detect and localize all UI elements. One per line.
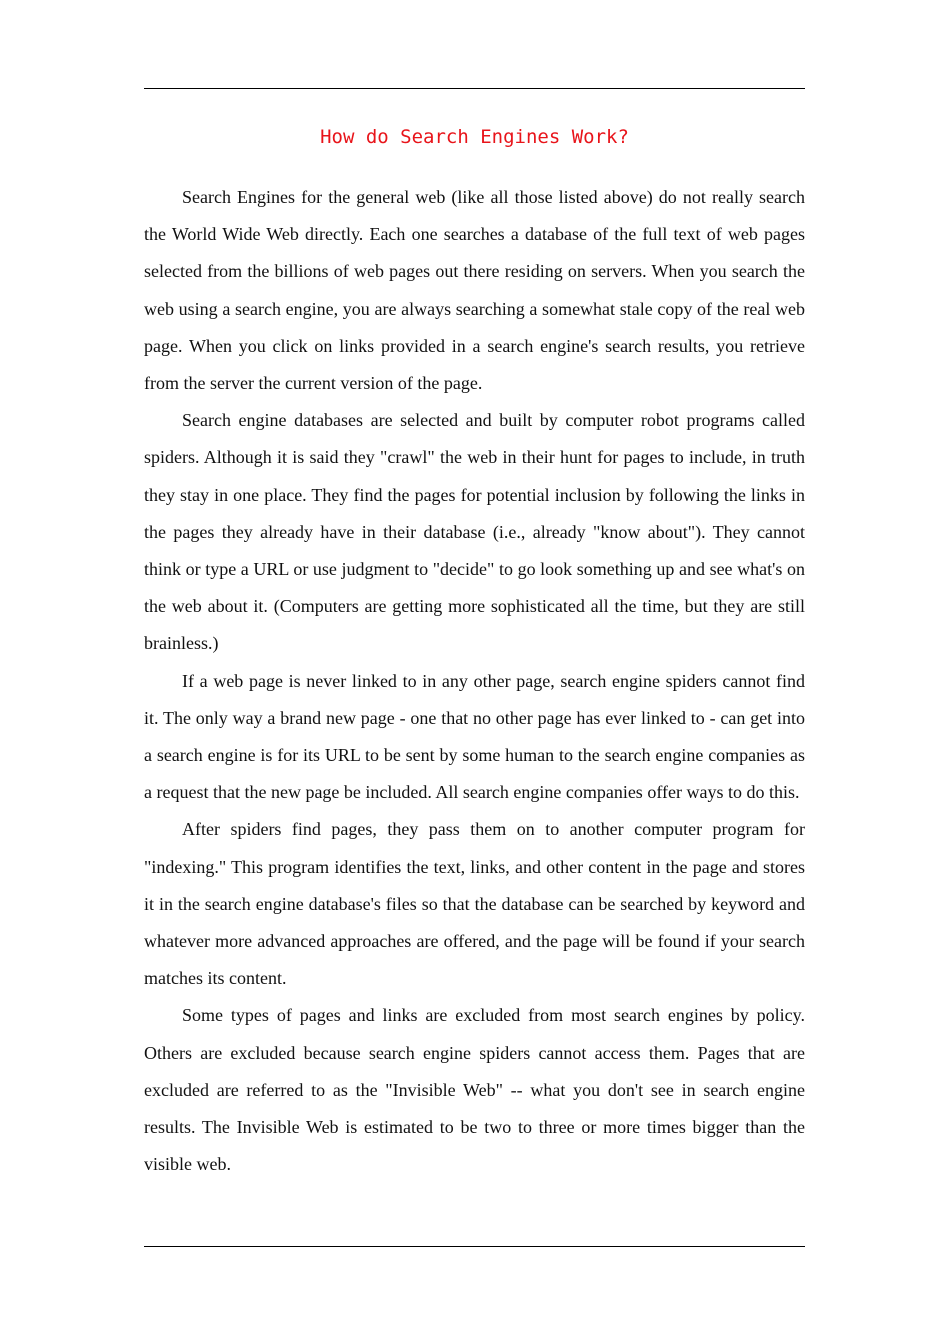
document-page xyxy=(144,0,805,1344)
paragraph-1: Search Engines for the general web (like all those listed above) do not really search the World Wide Web directly. Each one searches a database of the full text of web pages selected from the billions of web pages out there residing on servers. When you search the web using a search engine, you are always searching a somewhat stale copy of the real web page. When you click on links provided in a search engine's search results, you retrieve from the server the current version of the page. xyxy=(144,187,805,394)
top-rule xyxy=(144,88,805,89)
paragraph-3: If a web page is never linked to in any other page, search engine spiders cannot find it. The only way a brand new page - one that no other page has ever linked to - can get into a search engine is for its URL to be sent by some human to the search engine companies as a request that the new page be included. All search engine companies offer ways to do this. xyxy=(144,670,805,803)
paragraph-5: Some types of pages and links are excluded from most search engines by policy. Others are excluded because search engine spiders cannot access them. Pages that are excluded are referred to as the "Invisible Web" -- what you don't see in search engine results. The Invisible Web is estimated to be two to three or more times bigger than the visible web. xyxy=(144,1005,805,1175)
paragraph-2: Search engine databases are selected and built by computer robot programs called spiders. Although it is said they "crawl" the web in their hunt for pages to include, in truth they stay in one place. They find the pages for potential inclusion by following the links in the pages they already have in their database (i.e., already "know about"). They cannot think or type a URL or use judgment to "decide" to go look something up and see what's on the web about it. (Computers are getting more sophisticated all the time, but they are still brainless.) xyxy=(144,410,805,654)
page-title: How do Search Engines Work? xyxy=(320,126,629,148)
document-body xyxy=(144,179,805,1183)
bottom-rule xyxy=(144,1246,805,1247)
paragraph-4: After spiders find pages, they pass them on to another computer program for "indexing." This program identifies the text, links, and other content in the page and stores it in the search engine database's files so that the database can be searched by keyword and whatever more advanced approaches are offered, and the page will be found if your search matches its content. xyxy=(144,819,805,989)
